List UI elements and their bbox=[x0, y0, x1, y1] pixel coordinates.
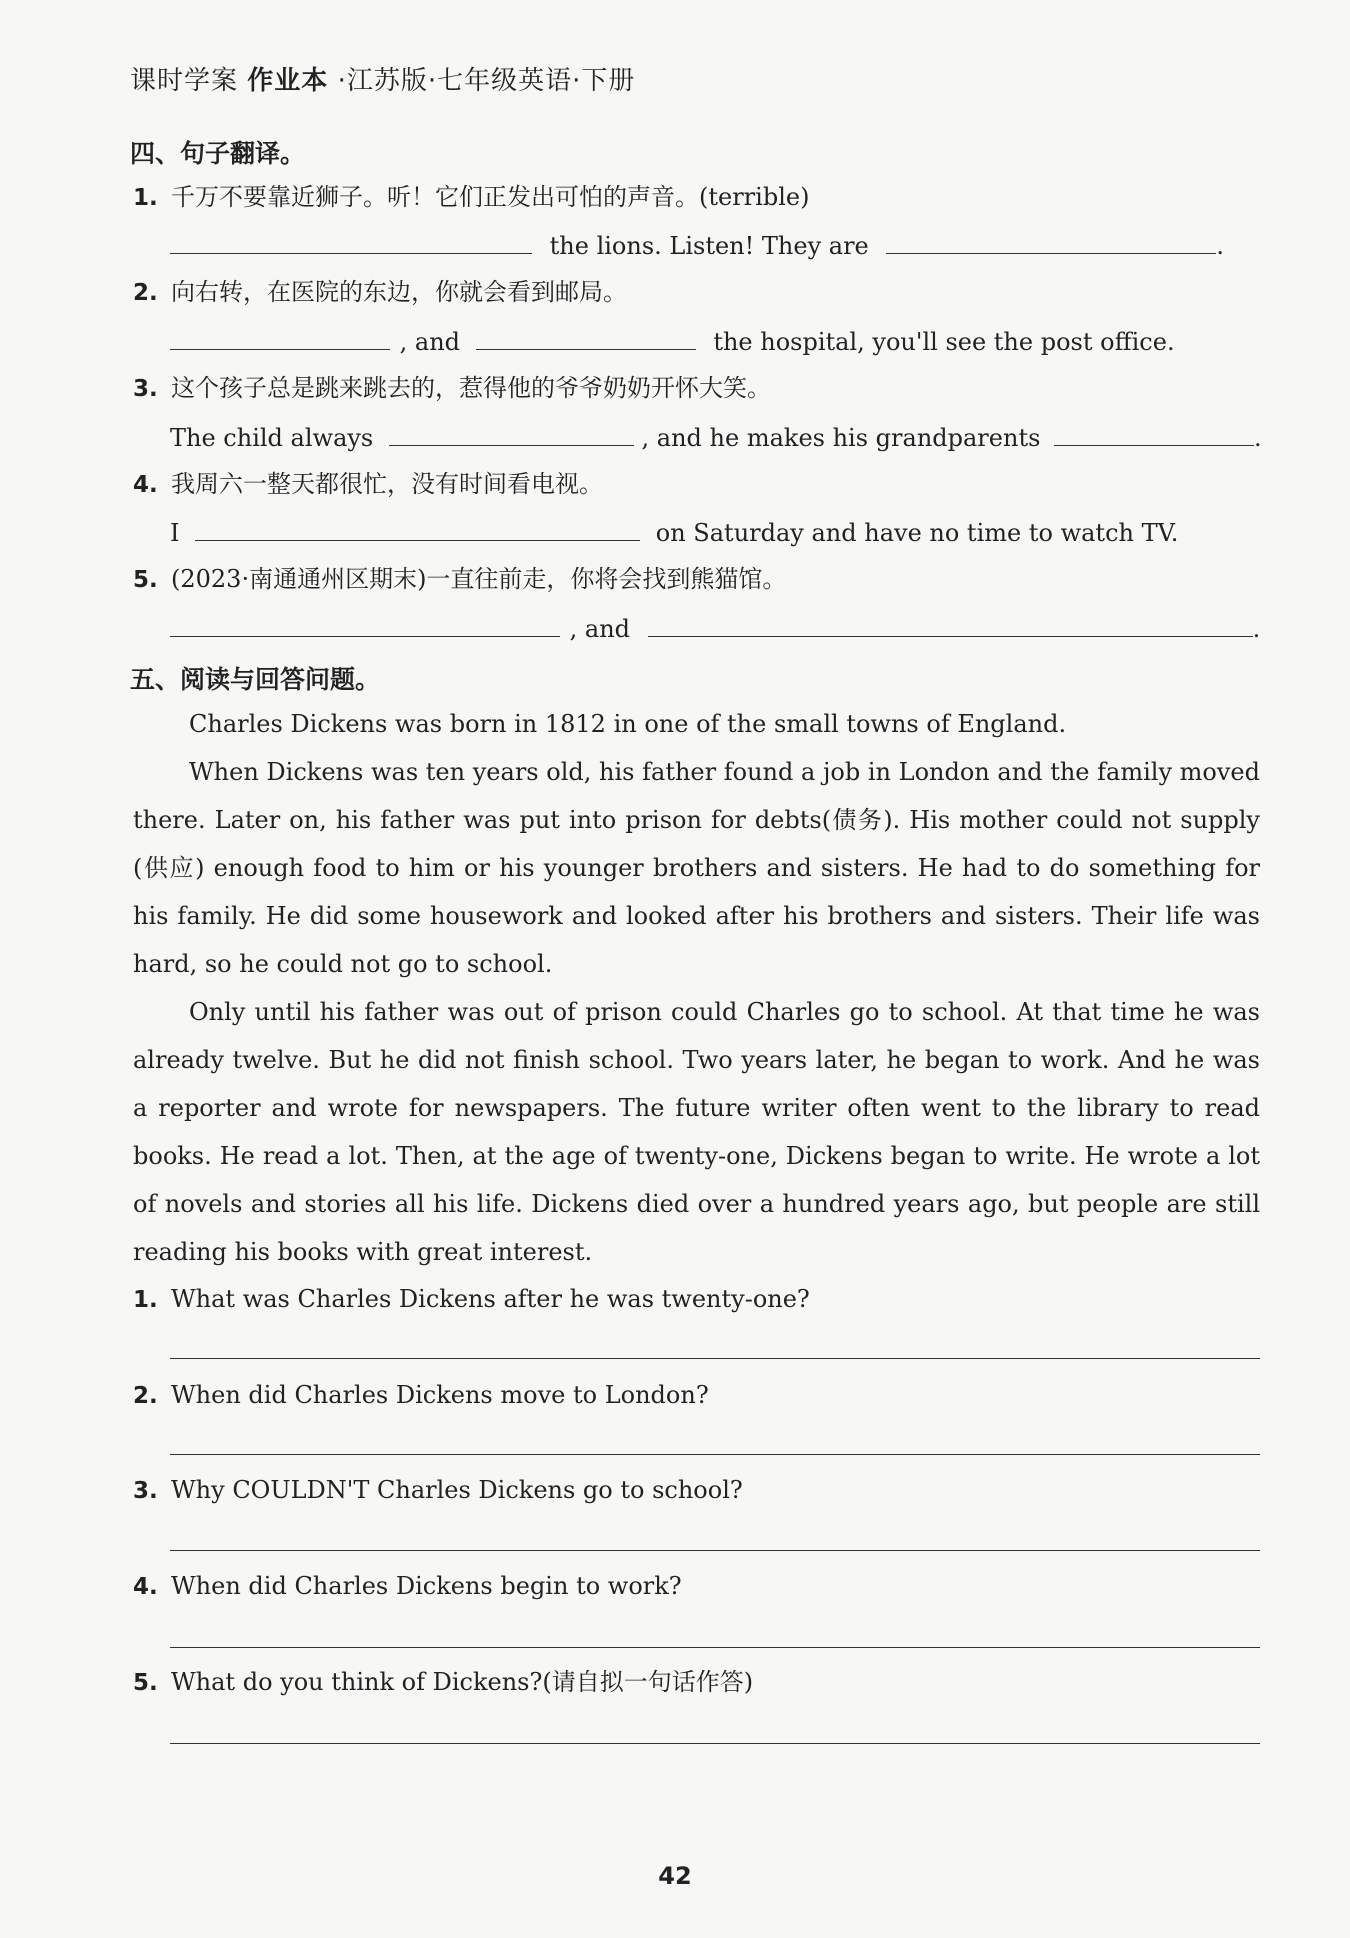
question-2: 2. When did Charles Dickens move to London? bbox=[133, 1381, 709, 1409]
s4-item1-answer: the lions. Listen! They are . bbox=[170, 229, 1224, 261]
answer-blank[interactable] bbox=[886, 229, 1216, 254]
answer-line-4[interactable] bbox=[170, 1647, 1260, 1648]
answer-line-2[interactable] bbox=[170, 1454, 1260, 1455]
section5-title: 五、阅读与回答问题。 bbox=[130, 665, 381, 694]
section4-title: 四、句子翻译。 bbox=[130, 139, 306, 168]
answer-line-5[interactable] bbox=[170, 1743, 1260, 1744]
passage-paragraph-1: Charles Dickens was born in 1812 in one of the small towns of England. bbox=[189, 710, 1067, 738]
answer-blank[interactable] bbox=[170, 325, 390, 350]
question-1: 1. What was Charles Dickens after he was twenty-one? bbox=[133, 1285, 810, 1313]
answer-blank[interactable] bbox=[170, 229, 532, 254]
s4-item1-prompt: 1. 千万不要靠近狮子。听！它们正发出可怕的声音。(terrible) bbox=[133, 183, 810, 211]
question-5: 5. What do you think of Dickens?(请自拟一句话作答) bbox=[133, 1668, 754, 1696]
answer-line-3[interactable] bbox=[170, 1550, 1260, 1551]
s4-item4-answer: I on Saturday and have no time to watch TV. bbox=[170, 516, 1178, 548]
s4-item2-prompt: 2. 向右转，在医院的东边，你就会看到邮局。 bbox=[133, 278, 627, 306]
passage-paragraph-2: When Dickens was ten years old, his father found a job in London and the family moved there. Later on, his father was put into prison for debts(债务). His mother could not supply (供应) enough food to him or his younger brothers and sisters. He had to do something for his family. He did some housework and looked after his brothers and sisters. Their life was hard, so he could not go to school. bbox=[133, 758, 1260, 978]
answer-blank[interactable] bbox=[389, 421, 634, 446]
s4-item2-answer: , and the hospital, you'll see the post office. bbox=[170, 325, 1175, 357]
answer-line-1[interactable] bbox=[170, 1358, 1260, 1359]
s4-item3-answer: The child always , and he makes his grandparents . bbox=[170, 421, 1262, 453]
header-book: 作业本 bbox=[247, 66, 329, 96]
question-4: 4. When did Charles Dickens begin to work? bbox=[133, 1572, 682, 1600]
page-header bbox=[130, 60, 635, 97]
answer-blank[interactable] bbox=[1054, 421, 1254, 446]
s4-item4-prompt: 4. 我周六一整天都很忙，没有时间看电视。 bbox=[133, 470, 603, 498]
answer-blank[interactable] bbox=[476, 325, 696, 350]
question-3: 3. Why COULDN'T Charles Dickens go to school? bbox=[133, 1476, 743, 1504]
passage-paragraph-3: Only until his father was out of prison could Charles go to school. At that time he was already twelve. But he did not finish school. Two years later, he began to work. And he was a reporter and wrote for newspapers. The future writer often went to the library to read books. He read a lot. Then, at the age of twenty-one, Dickens began to write. He wrote a lot of novels and stories all his life. Dickens died over a hundred years ago, but people are still reading his books with great interest. bbox=[133, 998, 1260, 1266]
header-edition: ·江苏版·七年级英语·下册 bbox=[337, 66, 636, 96]
s4-item3-prompt: 3. 这个孩子总是跳来跳去的，惹得他的爷爷奶奶开怀大笑。 bbox=[133, 374, 771, 402]
page-number: 42 bbox=[658, 1862, 692, 1890]
header-series: 课时学案 bbox=[130, 66, 239, 96]
answer-blank[interactable] bbox=[170, 612, 560, 637]
answer-blank[interactable] bbox=[195, 516, 640, 541]
s4-item5-prompt: 5. (2023·南通通州区期末)一直往前走，你将会找到熊猫馆。 bbox=[133, 565, 787, 593]
s4-item5-answer: , and . bbox=[170, 612, 1260, 644]
answer-blank[interactable] bbox=[648, 612, 1253, 637]
